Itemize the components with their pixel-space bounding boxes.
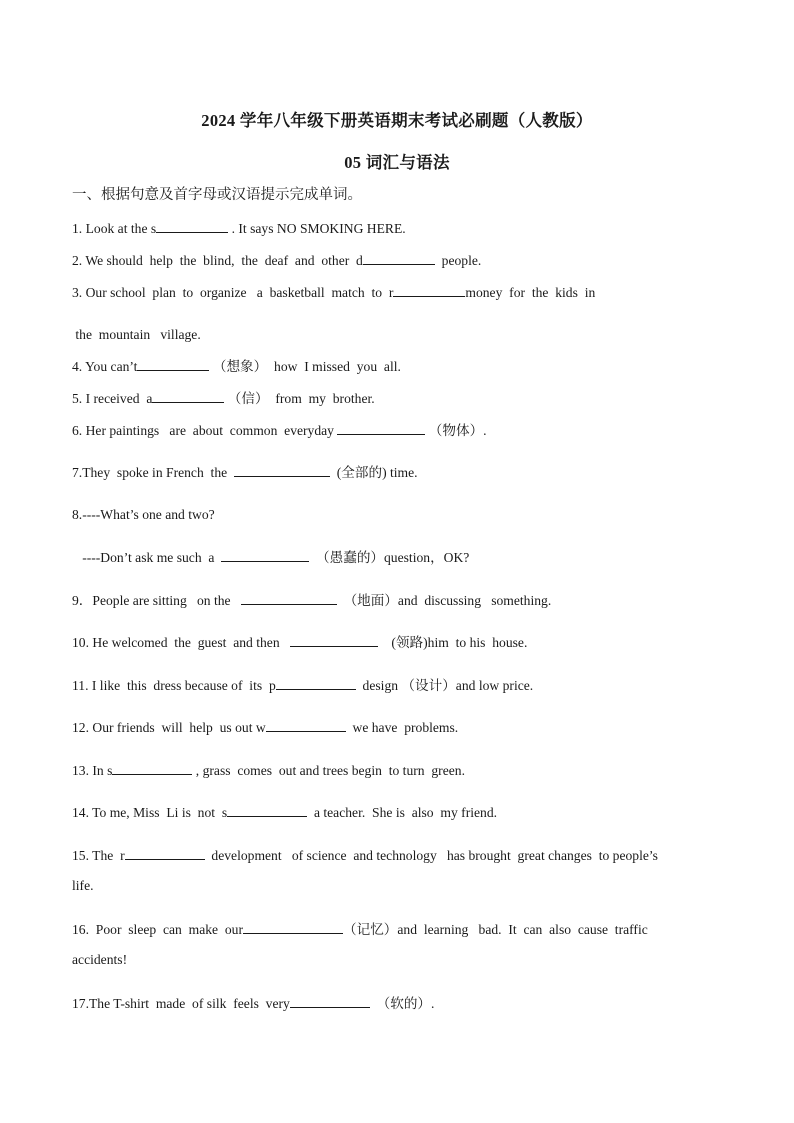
question-3-continued: the mountain village.	[72, 327, 201, 342]
question-1: 1. Look at the s . It says NO SMOKING HERE.	[72, 221, 406, 236]
answer-blank[interactable]	[241, 591, 337, 605]
question-15: 15. The r development of science and technology has brought great changes to people’s	[72, 848, 658, 863]
answer-blank[interactable]	[112, 761, 192, 775]
question-5: 5. I received a （信） from my brother.	[72, 391, 375, 406]
question-2: 2. We should help the blind, the deaf and other d people.	[72, 253, 482, 268]
answer-blank[interactable]	[290, 633, 378, 647]
question-13: 13. In s , grass comes out and trees begin to turn green.	[72, 763, 465, 778]
question-8-reply: ----Don’t ask me such a （愚蠢的）question，OK?	[72, 550, 470, 565]
answer-blank[interactable]	[137, 357, 209, 371]
question-12: 12. Our friends will help us out w we have problems.	[72, 720, 459, 735]
question-8: 8.----What’s one and two?	[72, 507, 215, 522]
question-15-continued: life.	[72, 878, 94, 893]
answer-blank[interactable]	[290, 994, 370, 1008]
answer-blank[interactable]	[221, 548, 309, 562]
answer-blank[interactable]	[156, 219, 228, 233]
question-16: 16. Poor sleep can make our （记忆）and learning bad. It can also cause traffic	[72, 922, 648, 937]
question-17: 17.The T-shirt made of silk feels very （软的）.	[72, 996, 435, 1011]
question-14: 14. To me, Miss Li is not s a teacher. She is also my friend.	[72, 805, 498, 820]
section-heading: 一、根据句意及首字母或汉语提示完成单词。	[72, 187, 362, 203]
question-16-continued: accidents!	[72, 952, 128, 967]
question-11: 11. I like this dress because of its p design （设计）and low price.	[72, 678, 534, 693]
question-4: 4. You can’t （想象） how I missed you all.	[72, 359, 401, 374]
answer-blank[interactable]	[276, 676, 356, 690]
question-3: 3. Our school plan to organize a basketball match to r money for the kids in	[72, 285, 596, 300]
answer-blank[interactable]	[266, 718, 346, 732]
page-title: 2024 学年八年级下册英语期末考试必刷题（人教版）	[201, 111, 593, 130]
answer-blank[interactable]	[337, 421, 425, 435]
answer-blank[interactable]	[243, 920, 343, 934]
question-6: 6. Her paintings are about common everyday （物体）.	[72, 423, 487, 438]
answer-blank[interactable]	[152, 389, 224, 403]
question-9: 9．People are sitting on the （地面）and discussing something.	[72, 593, 552, 608]
answer-blank[interactable]	[393, 283, 465, 297]
question-10: 10. He welcomed the guest and then (领路)him to his house.	[72, 635, 528, 650]
page-subtitle: 05 词汇与语法	[344, 153, 450, 172]
question-7: 7.They spoke in French the (全部的) time.	[72, 465, 418, 480]
answer-blank[interactable]	[227, 803, 307, 817]
answer-blank[interactable]	[363, 251, 435, 265]
answer-blank[interactable]	[234, 463, 330, 477]
answer-blank[interactable]	[125, 846, 205, 860]
